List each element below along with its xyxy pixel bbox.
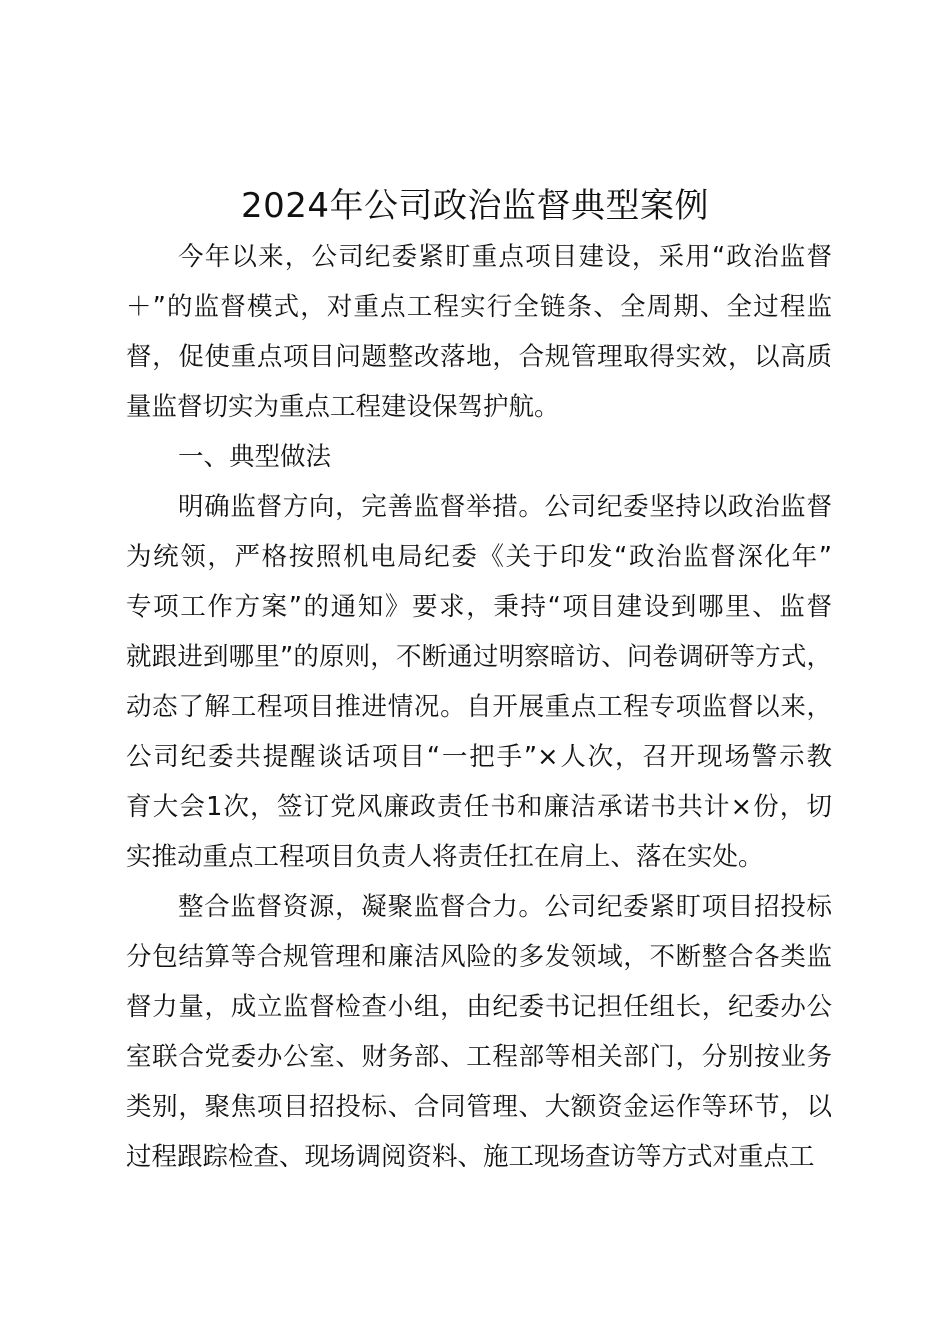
paragraph-line: 就跟进到哪里”的原则，不断通过明察暗访、问卷调研等方式， bbox=[126, 642, 832, 672]
paragraph-line: 专项工作方案”的通知》要求，秉持“项目建设到哪里、监督 bbox=[126, 592, 832, 622]
paragraph-line: 公司纪委共提醒谈话项目“一把手”×人次，召开现场警示教 bbox=[126, 742, 832, 772]
paragraph bbox=[126, 232, 832, 432]
paragraph-line: 动态了解工程项目推进情况。自开展重点工程专项监督以来， bbox=[126, 692, 832, 722]
paragraph-line: 室联合党委办公室、财务部、工程部等相关部门，分别按业务 bbox=[126, 1042, 832, 1072]
paragraph-line: 实推动重点工程项目负责人将责任扛在肩上、落在实处。 bbox=[126, 842, 764, 872]
paragraph bbox=[126, 482, 832, 882]
paragraph-line: 量监督切实为重点工程建设保驾护航。 bbox=[126, 392, 560, 422]
paragraph-line: 一、典型做法 bbox=[178, 442, 332, 472]
paragraph bbox=[126, 882, 832, 1182]
paragraph-line: ＋”的监督模式，对重点工程实行全链条、全周期、全过程监 bbox=[126, 292, 832, 322]
paragraph-line: 过程跟踪检查、现场调阅资料、施工现场查访等方式对重点工 bbox=[126, 1142, 815, 1172]
paragraph-line: 今年以来，公司纪委紧盯重点项目建设，采用“政治监督 bbox=[178, 242, 832, 272]
paragraph-line: 整合监督资源，凝聚监督合力。公司纪委紧盯项目招投标 bbox=[178, 892, 832, 922]
paragraph-line: 督，促使重点项目问题整改落地，合规管理取得实效，以高质 bbox=[126, 342, 832, 372]
paragraph bbox=[126, 432, 832, 482]
document-title: 2024年公司政治监督典型案例 bbox=[240, 186, 710, 226]
paragraph-line: 类别，聚焦项目招投标、合同管理、大额资金运作等环节，以 bbox=[126, 1092, 832, 1122]
paragraph-line: 分包结算等合规管理和廉洁风险的多发领域，不断整合各类监 bbox=[126, 942, 832, 972]
paragraph-line: 育大会1次，签订党风廉政责任书和廉洁承诺书共计×份，切 bbox=[126, 792, 832, 822]
paragraph-line: 为统领，严格按照机电局纪委《关于印发“政治监督深化年” bbox=[126, 542, 832, 572]
paragraph-line: 督力量，成立监督检查小组，由纪委书记担任组长，纪委办公 bbox=[126, 992, 832, 1022]
document-body bbox=[126, 232, 832, 1182]
paragraph-line: 明确监督方向，完善监督举措。公司纪委坚持以政治监督 bbox=[178, 492, 832, 522]
